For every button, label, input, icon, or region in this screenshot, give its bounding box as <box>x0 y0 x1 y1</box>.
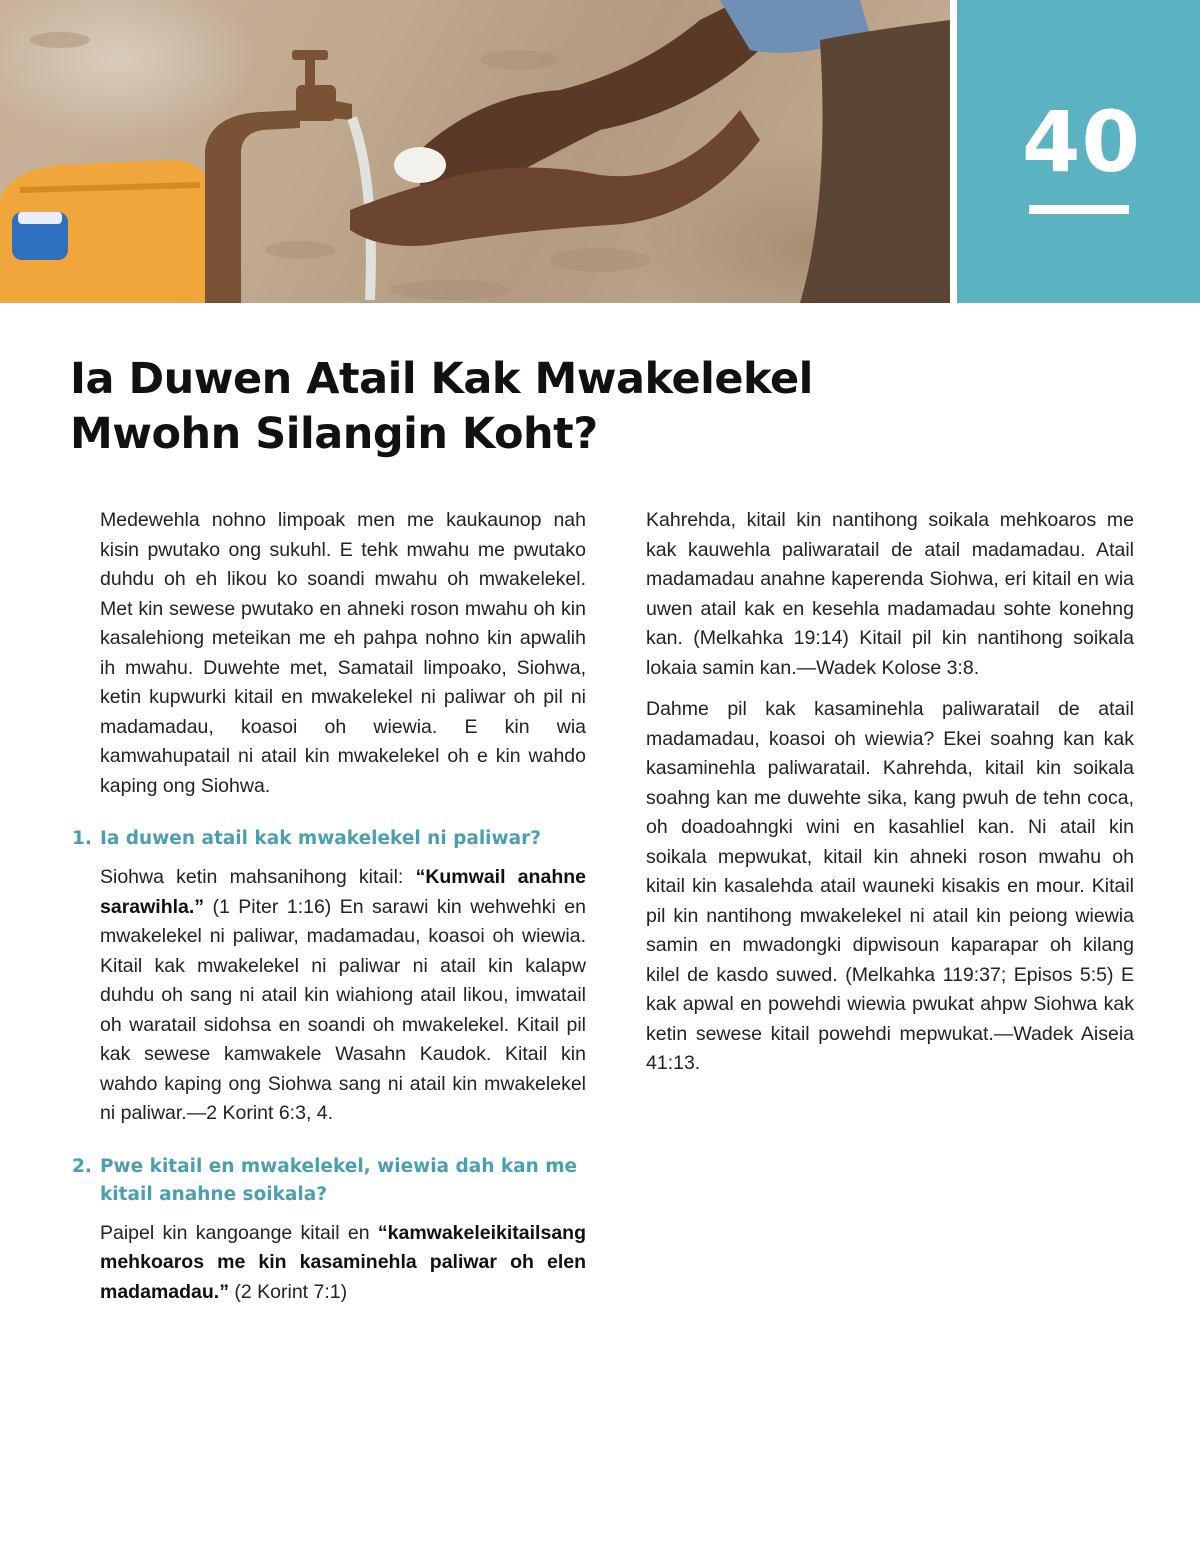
badge-underline <box>1029 205 1129 214</box>
handwashing-illustration <box>0 0 950 303</box>
answer-1-scripture-quote: “Kumwail anahne sarawihla.” <box>100 866 586 918</box>
title-line-1: Ia Duwen Atail Kak Mwakelekel <box>70 354 813 404</box>
answer-2-scripture-quote: “kamwakeleikitailsang mehkoaros me kin kasaminehla paliwar oh elen madamadau.” <box>100 1221 586 1303</box>
right-paragraph-2: Dahme pil kak kasaminehla paliwaratail de atail madamadau, koasoi oh wiewia? Ekei soahng kan kak kasaminehla paliwaratail. Kahrehda, kitail kin soikala soahng kan me duwehte sika, kang pwuh de tehn coca, oh doadoahngki wini en kasahliel kan. Ni atail kin soikala mepwukat, kitail kin ahneki roson mwahu oh kitail kin kasalehda atail wauneki kisakis en mour. Kitail pil kin nantihong mwakelekel ni atail kin peiong wiewia samin en mwadongki dipwisoun kaparapar oh kilang kilel de kasdo suwed. (Melkahka 119:37; Episos 5:5) E kak apwal en powehdi wiewia pwukat ahpw Siohwa kak ketin sewese kitail powehdi mepwukat.—Wadek Aiseia 41:13. <box>646 698 1134 1074</box>
answer-1-body: (1 Piter 1:16) En sarawi kin wehwehki en mwakelekel ni paliwar, madamadau, koasoi oh wiewia. Kitail kak mwakelekel ni paliwar ni atail kin kalapw duhdu oh sang ni atail kin wiahiong atail likou, imwatail oh waratail sidohsa en soandi oh mwakelekel. Kitail pil kak sewese kamwakele Wasahn Kaudok. Kitail kin wahdo kaping ong Siohwa sang ni atail kin mwakelekel ni paliwar.—2 Korint 6:3, 4. <box>100 895 586 1124</box>
lesson-number: 40 <box>1022 93 1141 191</box>
answer-1-paragraph <box>100 863 586 1129</box>
title-line-2: Mwohn Silangin Koht? <box>70 409 598 459</box>
header-photo <box>0 0 950 303</box>
answer-2-paragraph <box>100 1219 586 1308</box>
question-1-number: 1. <box>72 828 92 849</box>
right-column <box>646 506 1134 1091</box>
question-2-number: 2. <box>72 1155 92 1177</box>
left-column <box>72 506 586 1319</box>
question-2-text: Pwe kitail en mwakelekel, wiewia dah kan me kitail anahne soikala? <box>100 1155 578 1205</box>
question-1 <box>72 825 586 853</box>
intro-paragraph: Medewehla nohno limpoak men me kaukaunop nah kisin pwutako ong sukuhl. E tehk mwahu me pwutako duhdu oh eh likou ko soandi mwahu oh mwakelekel. Met kin sewese pwutako en ahneki roson mwahu oh kin kasalehiong meteikan me eh pahpa nohno kin apwalih ih mwahu. Duwehte met, Samatail limpoako, Siohwa, ketin kupwurki kitail en mwakelekel ni paliwar oh pil ni madamadau, koasoi oh wiewia. E kin wia kamwahupatail ni atail kin mwakelekel oh e kin wahdo kaping ong Siohwa. <box>100 509 586 797</box>
answer-1-lead: Siohwa ketin mahsanihong kitail: <box>100 866 416 888</box>
jerrycan <box>0 160 215 303</box>
question-1-text: Ia duwen atail kak mwakelekel ni paliwar? <box>100 828 541 849</box>
right-paragraph-1: Kahrehda, kitail kin nantihong soikala mehkoaros me kak kauwehla paliwaratail de atail madamadau. Atail madamadau anahne kaperenda Siohwa, eri kitail en wia uwen atail kak en kesehla madamadau sohte konehng kan. (Melkahka 19:14) Kitail pil kin nantihong soikala lokaia samin kan.—Wadek Kolose 3:8. <box>646 509 1134 679</box>
answer-2-reference: (2 Korint 7:1) <box>228 1280 348 1303</box>
question-2 <box>72 1153 586 1209</box>
lesson-number-badge <box>957 0 1200 303</box>
answer-2-lead: Paipel kin kangoange kitail en <box>100 1221 378 1244</box>
page-title <box>70 352 970 462</box>
